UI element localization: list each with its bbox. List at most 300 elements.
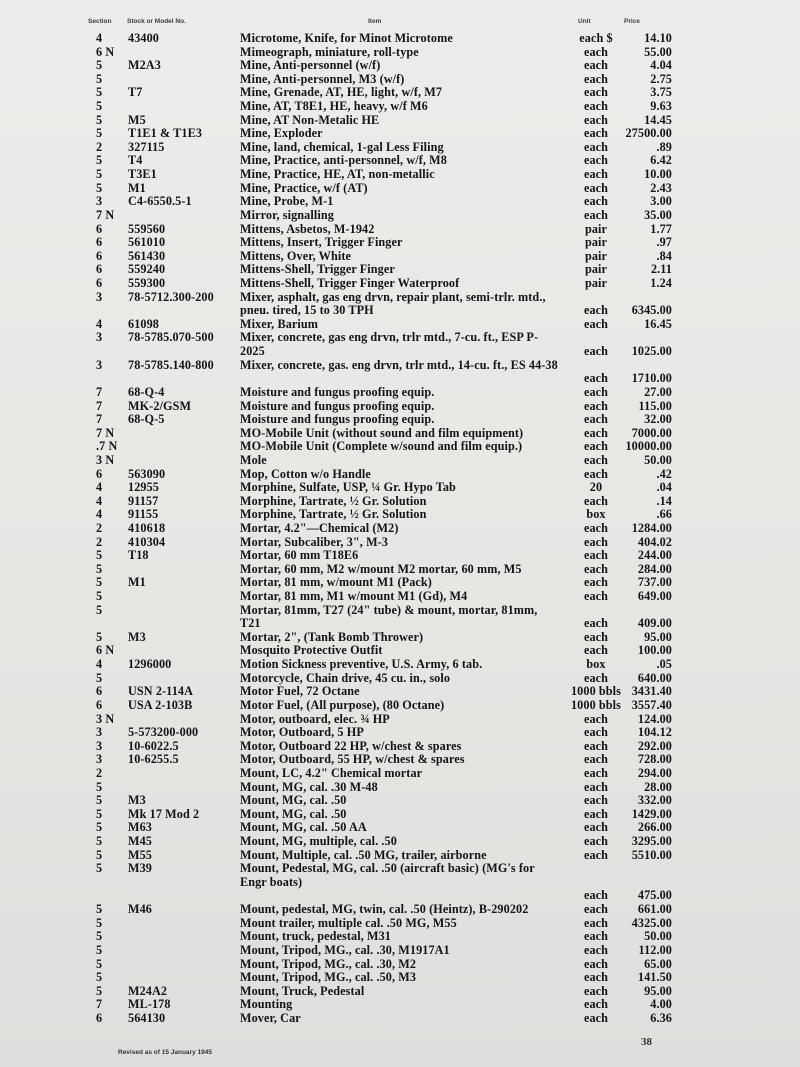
row-item: Mittens-Shell, Trigger Finger [240, 262, 395, 277]
row-unit: each [583, 167, 609, 182]
row-stock-no: 78-5712.300-200 [128, 289, 214, 304]
row-item: Mount, MG, multiple, cal. .50 [240, 834, 397, 849]
table-row [0, 808, 800, 822]
row-item: Mine, AT, T8E1, HE, heavy, w/f M6 [240, 99, 428, 114]
row-unit: each [583, 793, 609, 808]
table-row [0, 930, 800, 944]
row-stock-no: 327115 [128, 139, 165, 154]
row-item: Mount, Pedestal, MG, cal. .50 (aircraft basic) (MG's for Engr boats) [240, 861, 535, 889]
row-unit: each [583, 425, 609, 440]
row-section: 2 [96, 520, 103, 535]
row-unit: each [583, 194, 609, 209]
row-price: 95.00 [644, 629, 672, 644]
row-stock-no: M39 [128, 861, 152, 876]
table-row [0, 386, 800, 400]
table-row [0, 726, 800, 740]
table-row [0, 195, 800, 209]
table-row [0, 658, 800, 672]
row-price: 3295.00 [631, 834, 672, 849]
row-unit: each [583, 956, 609, 971]
table-row [0, 127, 800, 141]
table-row [0, 1012, 800, 1026]
row-section: 5 [96, 847, 103, 862]
row-price: 35.00 [644, 207, 672, 222]
row-price: 1284.00 [631, 520, 672, 535]
row-price: 124.00 [637, 711, 672, 726]
table-row [0, 263, 800, 277]
table-row [0, 753, 800, 767]
table-row [0, 835, 800, 849]
row-unit: each [583, 752, 609, 767]
row-price: .04 [656, 480, 672, 495]
row-section: 6 [96, 1010, 103, 1025]
table-row [0, 944, 800, 958]
row-unit: each [583, 847, 609, 862]
row-unit: pair [584, 248, 608, 263]
row-unit: each [583, 997, 609, 1012]
row-stock-no: M1 [128, 575, 146, 590]
row-unit: each [583, 711, 609, 726]
row-stock-no: M45 [128, 834, 152, 849]
row-section: 5 [96, 806, 103, 821]
row-unit: each [583, 643, 609, 658]
row-item: Mop, Cotton w/o Handle [240, 466, 371, 481]
row-item: Mixer, concrete, gas. eng drvn, trlr mtd., 14-cu. ft., ES 44-38 [240, 357, 558, 372]
row-price: 1.77 [650, 221, 672, 236]
row-price: .84 [656, 248, 672, 263]
table-row [0, 549, 800, 563]
row-unit: each [583, 139, 609, 154]
row-section: 5 [96, 983, 103, 998]
row-stock-no: T3E1 [128, 167, 157, 182]
row-price: 266.00 [637, 820, 672, 835]
row-item: Mount, Tripod, MG., cal. .30, M2 [240, 956, 417, 971]
row-section: 5 [96, 942, 103, 957]
row-price: 640.00 [637, 670, 672, 685]
row-price: 3.75 [650, 85, 672, 100]
table-row [0, 46, 800, 60]
row-unit: each [583, 153, 609, 168]
row-price: 409.00 [637, 616, 672, 631]
row-stock-no: Mk 17 Mod 2 [128, 806, 200, 821]
table-row [0, 713, 800, 727]
row-price: 50.00 [644, 929, 672, 944]
table-row [0, 141, 800, 155]
row-section: 5 [96, 126, 103, 141]
row-unit: each [583, 779, 609, 794]
table-row [0, 318, 800, 332]
row-stock-no: 559240 [128, 262, 166, 277]
row-stock-no: 78-5785.070-500 [128, 330, 214, 345]
row-stock-no: 43400 [128, 31, 159, 45]
row-section: 5 [96, 970, 103, 985]
row-price: 332.00 [637, 793, 672, 808]
row-price: 1429.00 [631, 806, 672, 821]
table-row [0, 536, 800, 550]
row-price: .14 [656, 493, 672, 508]
row-section: 5 [96, 575, 103, 590]
row-item: Mosquito Protective Outfit [240, 643, 383, 658]
row-price: 50.00 [644, 452, 672, 467]
row-price: 737.00 [637, 575, 672, 590]
row-item: Motorcycle, Chain drive, 45 cu. in., solo [240, 670, 451, 685]
row-item: Moisture and fungus proofing equip. [240, 384, 435, 399]
table-row [0, 359, 800, 386]
row-stock-no: T7 [128, 85, 143, 100]
row-section: 6 [96, 248, 103, 263]
row-section: 6 [96, 221, 103, 236]
row-price: 4.04 [650, 58, 672, 73]
row-price: 1710.00 [631, 371, 672, 386]
row-item: Mortar, 81mm, T27 (24" tube) & mount, mortar, 81mm, T21 [240, 602, 538, 631]
table-row [0, 794, 800, 808]
row-price: .05 [656, 657, 672, 672]
column-header-row [0, 18, 800, 30]
row-section: 5 [96, 153, 103, 168]
row-item: Mine, land, chemical, 1-gal Less Filing [240, 139, 444, 154]
row-item: Mortar, Subcaliber, 3", M-3 [240, 534, 389, 549]
row-item: Mimeograph, miniature, roll-type [240, 44, 419, 59]
row-unit: each [583, 725, 609, 740]
table-row [0, 644, 800, 658]
row-section: 6 [96, 262, 103, 277]
row-item: Mittens, Insert, Trigger Finger [240, 235, 403, 250]
row-unit: each [583, 85, 609, 100]
row-item: Mount, MG, cal. .30 M-48 [240, 779, 378, 794]
row-item: Mounting [240, 997, 293, 1012]
row-price: 95.00 [644, 983, 672, 998]
revision-note: Revised as of 15 January 1945 [118, 1049, 212, 1056]
row-item: Mine, Practice, w/f (AT) [240, 180, 368, 195]
row-unit: each [583, 888, 609, 903]
row-section: 7 [96, 997, 103, 1012]
table-row [0, 86, 800, 100]
row-unit: each $ [579, 31, 613, 45]
table-row [0, 672, 800, 686]
row-item: Mittens, Asbetos, M-1942 [240, 221, 375, 236]
table-row [0, 427, 800, 441]
row-price: 27500.00 [625, 126, 672, 141]
row-item: Mortar, 81 mm, w/mount M1 (Pack) [240, 575, 432, 590]
row-section: 6 [96, 697, 103, 712]
row-stock-no: ML-178 [128, 997, 171, 1012]
row-price: 3.00 [650, 194, 672, 209]
row-price: 3557.40 [631, 697, 672, 712]
row-unit: each [583, 806, 609, 821]
row-unit: each [583, 902, 609, 917]
table-row [0, 862, 800, 903]
row-stock-no: T1E1 & T1E3 [128, 126, 203, 141]
row-section: 6 [96, 684, 103, 699]
row-section: 4 [96, 493, 103, 508]
table-row [0, 985, 800, 999]
row-section: 5 [96, 820, 103, 835]
row-stock-no: 10-6255.5 [128, 752, 179, 767]
row-stock-no: M5 [128, 112, 146, 127]
row-price: 5510.00 [631, 847, 672, 862]
row-item: Microtome, Knife, for Minot Microtome [240, 31, 453, 45]
row-section: .7 N [96, 439, 118, 454]
table-row [0, 440, 800, 454]
row-stock-no: 559300 [128, 275, 166, 290]
row-price: 244.00 [637, 548, 672, 563]
table-row [0, 522, 800, 536]
row-price: 115.00 [638, 398, 672, 413]
row-item: Mount, MG, cal. .50 [240, 793, 347, 808]
row-section: 6 [96, 235, 103, 250]
table-row [0, 563, 800, 577]
row-item: Mount, Tripod, MG., cal. .50, M3 [240, 970, 417, 985]
table-row [0, 998, 800, 1012]
row-stock-no: M46 [128, 902, 152, 917]
row-price: 7000.00 [631, 425, 672, 440]
row-item: Mine, Exploder [240, 126, 323, 141]
row-section: 6 N [96, 44, 115, 59]
row-price: 10000.00 [625, 439, 672, 454]
row-stock-no: M2A3 [128, 58, 161, 73]
row-unit: each [583, 316, 609, 331]
row-item: Motor Fuel, 72 Octane [240, 684, 360, 699]
header-unit: Unit [578, 18, 591, 25]
row-unit: each [583, 548, 609, 563]
table-row [0, 114, 800, 128]
row-price: 2.43 [650, 180, 672, 195]
row-price: .89 [656, 139, 672, 154]
row-section: 3 [96, 330, 103, 345]
row-stock-no: 78-5785.140-800 [128, 357, 214, 372]
row-item: Mittens-Shell, Trigger Finger Waterproof [240, 275, 460, 290]
row-section: 5 [96, 629, 103, 644]
row-stock-no: 410618 [128, 520, 166, 535]
row-stock-no: 410304 [128, 534, 166, 549]
row-section: 3 [96, 289, 103, 304]
row-section: 5 [96, 167, 103, 182]
row-price: 104.12 [637, 725, 672, 740]
row-price: 284.00 [637, 561, 672, 576]
row-unit: each [583, 99, 609, 114]
table-row [0, 223, 800, 237]
row-item: Mole [240, 452, 267, 467]
row-section: 5 [96, 548, 103, 563]
row-item: Mount, Tripod, MG., cal. .30, M1917A1 [240, 942, 450, 957]
row-section: 4 [96, 507, 103, 522]
row-unit: box [586, 507, 606, 522]
table-row [0, 576, 800, 590]
row-section: 2 [96, 139, 103, 154]
row-section: 5 [96, 956, 103, 971]
row-section: 3 N [96, 711, 115, 726]
row-item: MO-Mobile Unit (without sound and film equipment) [240, 425, 524, 440]
table-row [0, 400, 800, 414]
row-section: 5 [96, 58, 103, 73]
row-section: 7 [96, 398, 103, 413]
row-stock-no: C4-6550.5-1 [128, 194, 192, 209]
table-row [0, 590, 800, 604]
row-section: 5 [96, 602, 103, 617]
row-unit: each [583, 534, 609, 549]
row-stock-no: M55 [128, 847, 152, 862]
table-row [0, 849, 800, 863]
row-price: 661.00 [637, 902, 672, 917]
row-item: Mittens, Over, White [240, 248, 351, 263]
row-price: 14.10 [644, 31, 672, 45]
table-row [0, 413, 800, 427]
price-list-table [0, 32, 800, 1026]
row-item: Motor, outboard, elec. ¾ HP [240, 711, 390, 726]
row-section: 5 [96, 180, 103, 195]
row-item: Mover, Car [240, 1010, 301, 1025]
table-row [0, 277, 800, 291]
row-section: 5 [96, 85, 103, 100]
row-price: 6.36 [650, 1010, 672, 1025]
row-item: Motor, Outboard, 5 HP [240, 725, 364, 740]
row-section: 3 [96, 752, 103, 767]
row-unit: each [583, 575, 609, 590]
row-unit: each [583, 616, 609, 631]
row-section: 6 [96, 275, 103, 290]
row-item: Motion Sickness preventive, U.S. Army, 6 tab. [240, 657, 483, 672]
row-section: 6 N [96, 643, 115, 658]
row-section: 7 N [96, 425, 115, 440]
row-section: 5 [96, 929, 103, 944]
row-item: Mount, LC, 4.2" Chemical mortar [240, 765, 423, 780]
row-section: 7 [96, 412, 103, 427]
row-stock-no: 61098 [128, 316, 159, 331]
row-price: 28.00 [644, 779, 672, 794]
row-item: Mortar, 60 mm, M2 w/mount M2 mortar, 60 mm, M5 [240, 561, 522, 576]
row-price: 6.42 [650, 153, 672, 168]
row-item: Motor, Outboard, 55 HP, w/chest & spares [240, 752, 465, 767]
row-price: 141.50 [637, 970, 672, 985]
row-section: 4 [96, 657, 103, 672]
row-stock-no: M63 [128, 820, 152, 835]
row-item: Mount, truck, pedestal, M31 [240, 929, 391, 944]
row-price: 4.00 [650, 997, 672, 1012]
row-stock-no: 68-Q-5 [128, 412, 165, 427]
table-row [0, 154, 800, 168]
row-price: 14.45 [644, 112, 672, 127]
row-unit: each [583, 384, 609, 399]
row-price: 292.00 [637, 738, 672, 753]
row-item: Mirror, signalling [240, 207, 334, 222]
row-section: 6 [96, 466, 103, 481]
row-stock-no: 561430 [128, 248, 166, 263]
row-price: 2.11 [650, 262, 672, 277]
table-row [0, 508, 800, 522]
table-row [0, 495, 800, 509]
row-unit: pair [584, 235, 608, 250]
row-unit: each [583, 439, 609, 454]
row-unit: each [583, 561, 609, 576]
row-item: Morphine, Tartrate, ½ Gr. Solution [240, 493, 427, 508]
row-price: 55.00 [644, 44, 672, 59]
row-stock-no: 10-6022.5 [128, 738, 179, 753]
row-unit: each [583, 126, 609, 141]
row-section: 2 [96, 534, 103, 549]
table-row [0, 903, 800, 917]
table-row [0, 821, 800, 835]
row-section: 4 [96, 480, 103, 495]
row-item: Mount, Truck, Pedestal [240, 983, 365, 998]
row-unit: each [583, 520, 609, 535]
row-section: 7 N [96, 207, 115, 222]
table-row [0, 631, 800, 645]
header-price: Price [624, 18, 640, 25]
row-stock-no: M3 [128, 793, 146, 808]
page-number: 38 [641, 1036, 652, 1048]
row-item: Mine, Anti-personnel, M3 (w/f) [240, 71, 405, 86]
row-section: 7 [96, 384, 103, 399]
row-unit: each [583, 983, 609, 998]
row-unit: each [583, 44, 609, 59]
table-row [0, 168, 800, 182]
row-unit: each [583, 71, 609, 86]
row-section: 5 [96, 561, 103, 576]
row-item: Moisture and fungus proofing equip. [240, 412, 435, 427]
row-unit: each [583, 738, 609, 753]
table-row [0, 468, 800, 482]
row-unit: each [583, 970, 609, 985]
table-row [0, 32, 800, 46]
header-stock-no: Stock or Model No. [127, 18, 186, 25]
row-price: 404.02 [637, 534, 672, 549]
row-unit: each [583, 207, 609, 222]
row-item: Morphine, Sulfate, USP, ¼ Gr. Hypo Tab [240, 480, 456, 495]
row-section: 3 N [96, 452, 115, 467]
row-stock-no: 91155 [128, 507, 159, 522]
row-stock-no: 559560 [128, 221, 166, 236]
row-unit: pair [584, 262, 608, 277]
row-stock-no: M3 [128, 629, 146, 644]
row-item: Mine, AT Non-Metalic HE [240, 112, 380, 127]
row-unit: each [583, 589, 609, 604]
row-price: 728.00 [637, 752, 672, 767]
row-unit: each [583, 371, 609, 386]
row-item: Mount, pedestal, MG, twin, cal. .50 (Heintz), B-290202 [240, 902, 529, 917]
table-row [0, 971, 800, 985]
row-section: 5 [96, 834, 103, 849]
table-row [0, 331, 800, 358]
row-unit: each [583, 834, 609, 849]
row-section: 5 [96, 861, 103, 876]
row-section: 5 [96, 902, 103, 917]
row-price: 16.45 [644, 316, 672, 331]
table-row [0, 59, 800, 73]
table-row [0, 209, 800, 223]
row-item: Mine, Practice, anti-personnel, w/f, M8 [240, 153, 447, 168]
row-stock-no: 12955 [128, 480, 159, 495]
row-unit: each [583, 820, 609, 835]
header-item: Item [368, 18, 382, 25]
row-unit: 20 [589, 480, 603, 495]
row-unit: each [583, 112, 609, 127]
table-row [0, 236, 800, 250]
row-unit: each [583, 493, 609, 508]
row-unit: each [583, 58, 609, 73]
table-row [0, 454, 800, 468]
row-unit: each [583, 629, 609, 644]
row-unit: box [586, 657, 606, 672]
table-row [0, 291, 800, 318]
row-item: Mount, Multiple, cal. .50 MG, trailer, airborne [240, 847, 487, 862]
row-section: 5 [96, 589, 103, 604]
table-row [0, 604, 800, 631]
row-unit: each [583, 1010, 609, 1025]
row-price: 100.00 [637, 643, 672, 658]
row-item: Mount, MG, cal. .50 [240, 806, 347, 821]
row-price: 112.00 [638, 942, 672, 957]
row-item: Mortar, 60 mm T18E6 [240, 548, 359, 563]
